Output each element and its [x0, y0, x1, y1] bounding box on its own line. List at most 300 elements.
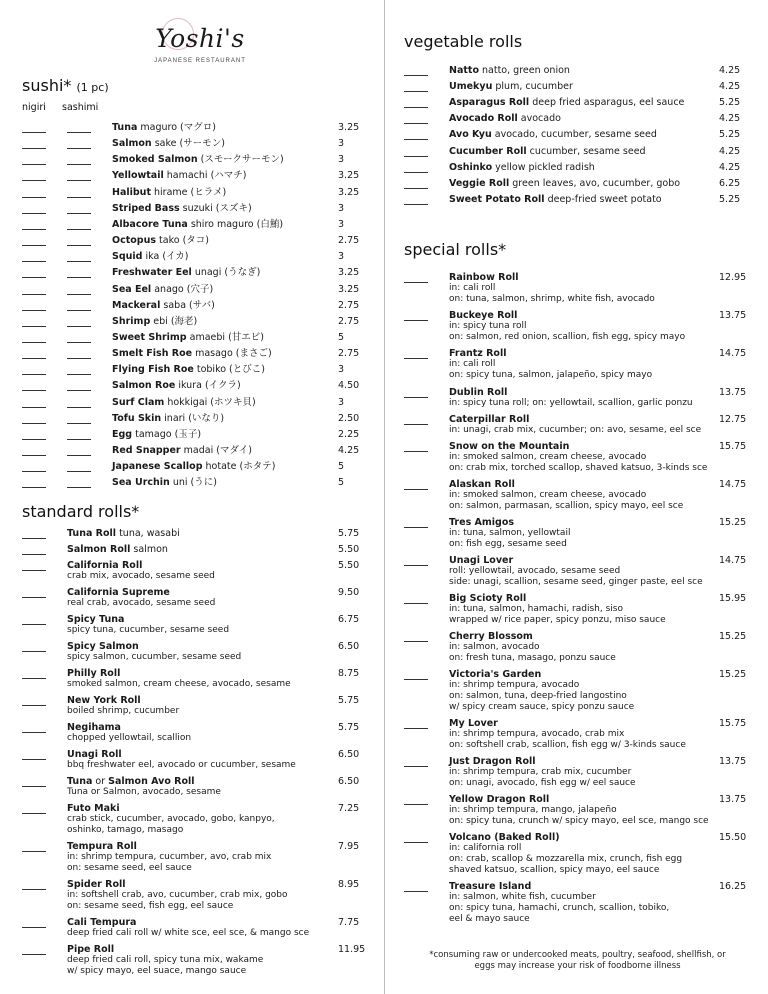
- order-blank: [22, 732, 46, 733]
- sushi-item: [112, 413, 224, 424]
- item-name: Octopus: [112, 235, 156, 247]
- item-detail-line: on: salmon, tuna, deep-fried langostino: [449, 691, 627, 701]
- item-price: 3.25: [338, 267, 360, 279]
- sashimi-order-blank: [67, 164, 91, 165]
- item-price: 5.50: [338, 560, 360, 571]
- sushi-item: [112, 154, 284, 165]
- item-name: Spider Roll: [67, 879, 126, 890]
- item-name: Sea Eel: [112, 283, 152, 295]
- order-blank: [404, 603, 428, 604]
- item-detail-line: in: smoked salmon, cream cheese, avocado: [449, 452, 647, 462]
- item-detail-line: in: shrimp tempura, crab mix, cucumber: [449, 767, 632, 777]
- order-blank: [22, 786, 46, 787]
- item-description: tuna, wasabi: [119, 528, 180, 539]
- item-header: [67, 544, 168, 555]
- order-blank: [404, 91, 428, 92]
- sushi-item: [112, 203, 252, 214]
- item-name: Flying Fish Roe: [112, 364, 194, 376]
- special-roll-item: [449, 479, 683, 512]
- item-header: [67, 749, 296, 760]
- sashimi-order-blank: [67, 407, 91, 408]
- item-detail-line: on: sesame seed, fish egg, eel sauce: [67, 901, 234, 911]
- item-name: Japanese Scallop: [112, 461, 203, 473]
- item-price: 15.25: [719, 631, 747, 642]
- item-name: Spicy Tuna: [67, 614, 125, 625]
- item-price: 6.50: [338, 749, 360, 760]
- item-name: Yellow Dragon Roll: [449, 794, 550, 805]
- sashimi-order-blank: [67, 439, 91, 440]
- item-name: Surf Clam: [112, 396, 165, 408]
- special-roll-item: [449, 348, 652, 381]
- item-price: 5: [338, 331, 345, 343]
- logo-name: Yoshi's: [155, 24, 245, 53]
- item-header: [67, 587, 215, 598]
- item-description: suzuki (スズキ): [182, 202, 252, 214]
- nigiri-order-blank: [22, 407, 46, 408]
- special-roll-item: [449, 756, 636, 789]
- sushi-item: [112, 316, 197, 327]
- vegetable-roll-item: [449, 146, 646, 157]
- item-description: saba (サバ): [163, 299, 215, 311]
- item-price: 2.50: [338, 412, 360, 424]
- special-roll-item: [449, 517, 570, 550]
- item-description: hotate (ホタテ): [205, 461, 276, 473]
- item-detail-line: side: unagi, scallion, sesame seed, ginger paste, eel sce: [449, 577, 703, 587]
- item-detail-line: in: smoked salmon, cream cheese, avocado: [449, 490, 647, 500]
- item-price: 6.75: [338, 614, 360, 625]
- order-blank: [22, 570, 46, 571]
- sashimi-order-blank: [67, 374, 91, 375]
- health-footnote: [410, 950, 745, 972]
- item-detail-line: oshinko, tamago, masago: [67, 825, 184, 835]
- item-name: Albacore Tuna: [112, 218, 188, 230]
- special-roll-item: [449, 881, 669, 925]
- order-blank: [22, 597, 46, 598]
- item-detail-line: Tuna or Salmon, avocado, sesame: [67, 787, 221, 797]
- order-blank: [22, 705, 46, 706]
- item-name: Alaskan Roll: [449, 479, 515, 490]
- order-blank: [404, 489, 428, 490]
- item-price: 2.25: [338, 428, 360, 440]
- item-detail-line: chopped yellowtail, scallion: [67, 733, 192, 743]
- sushi-item: [112, 138, 225, 149]
- order-blank: [404, 107, 428, 108]
- special-roll-item: [449, 414, 701, 436]
- item-detail-line: on: softshell crab, scallion, fish egg w/ 3-kinds sauce: [449, 740, 686, 750]
- special-roll-item: [449, 593, 666, 626]
- sushi-item: [112, 219, 283, 230]
- order-blank: [404, 804, 428, 805]
- item-detail-line: on: sesame seed, eel sauce: [67, 863, 192, 873]
- item-name: Salmon Roll: [67, 544, 131, 555]
- item-name: Treasure Island: [449, 881, 532, 892]
- order-blank: [404, 75, 428, 76]
- item-description: plum, cucumber: [495, 81, 573, 93]
- item-name: California Supreme: [67, 587, 170, 598]
- order-blank: [404, 320, 428, 321]
- item-name: Tuna Roll: [67, 528, 117, 539]
- item-name: Oshinko: [449, 161, 493, 173]
- item-price: 3: [338, 138, 345, 150]
- item-description: sake (サーモン): [154, 138, 225, 150]
- item-name: Tofu Skin: [112, 412, 162, 424]
- order-blank: [22, 678, 46, 679]
- item-price: 5.25: [719, 193, 741, 205]
- standard-rolls-heading: standard rolls*: [22, 502, 140, 521]
- nigiri-order-blank: [22, 471, 46, 472]
- sashimi-order-blank: [67, 342, 91, 343]
- item-price: 3: [338, 251, 345, 263]
- item-name: Negihama: [67, 722, 121, 733]
- sushi-item: [112, 187, 226, 198]
- nigiri-order-blank: [22, 374, 46, 375]
- item-name: Umekyu: [449, 81, 493, 93]
- item-name: Mackeral: [112, 299, 161, 311]
- special-roll-item: [449, 669, 634, 713]
- standard-roll-item: [67, 879, 288, 912]
- sashimi-order-blank: [67, 197, 91, 198]
- item-description: natto, green onion: [482, 65, 570, 76]
- sashimi-order-blank: [67, 213, 91, 214]
- item-price: 15.75: [719, 441, 747, 452]
- item-name: Halibut: [112, 186, 151, 198]
- sashimi-order-blank: [67, 455, 91, 456]
- item-price: 3: [338, 364, 345, 376]
- item-price: 4.25: [719, 161, 741, 173]
- item-name: Tuna: [112, 122, 138, 133]
- standard-roll-item: [67, 641, 241, 663]
- item-name: Unagi Roll: [67, 749, 122, 760]
- special-roll-item: [449, 631, 616, 664]
- item-price: 14.75: [719, 555, 747, 566]
- item-price: 3.25: [338, 122, 360, 133]
- sashimi-order-blank: [67, 294, 91, 295]
- item-name: Cali Tempura: [67, 917, 137, 928]
- footnote-line: *consuming raw or undercooked meats, poultry, seafood, shellfish, or: [429, 950, 726, 960]
- sashimi-order-blank: [67, 148, 91, 149]
- item-description: deep fried asparagus, eel sauce: [532, 97, 685, 109]
- item-header: [67, 879, 288, 890]
- item-detail-line: in: shrimp tempura, avocado, crab mix: [449, 729, 625, 739]
- order-blank: [404, 766, 428, 767]
- item-price: 4.25: [719, 65, 741, 76]
- sashimi-order-blank: [67, 180, 91, 181]
- item-price: 3.25: [338, 186, 360, 198]
- special-roll-item: [449, 441, 707, 474]
- sushi-item: [112, 170, 247, 181]
- item-description: ebi (海老): [153, 315, 198, 327]
- item-description: madai (マダイ): [183, 445, 252, 456]
- nigiri-order-blank: [22, 342, 46, 343]
- vegetable-roll-item: [449, 113, 561, 124]
- sushi-item: [112, 348, 272, 359]
- item-header: [67, 528, 180, 539]
- item-name: Tuna: [67, 776, 93, 787]
- item-detail-line: in: salmon, avocado: [449, 642, 540, 652]
- item-description: uni (うに): [172, 477, 217, 489]
- order-blank: [22, 759, 46, 760]
- item-price: 5.25: [719, 97, 741, 109]
- nigiri-column-label: nigiri: [22, 102, 46, 113]
- item-name: Big Scioty Roll: [449, 593, 527, 604]
- sashimi-order-blank: [67, 326, 91, 327]
- item-header: [67, 776, 221, 787]
- sashimi-order-blank: [67, 487, 91, 488]
- item-name: Snow on the Mountain: [449, 441, 570, 452]
- order-blank: [404, 891, 428, 892]
- item-header: [67, 614, 229, 625]
- item-detail-line: on: tuna, salmon, shrimp, white fish, avocado: [449, 294, 655, 304]
- item-description: unagi (うなぎ): [194, 267, 261, 279]
- vegetable-roll-item: [449, 194, 662, 205]
- item-description: anago (穴子): [154, 283, 214, 295]
- item-description: masago (まさご): [195, 348, 272, 360]
- standard-roll-item: [67, 614, 229, 636]
- sashimi-order-blank: [67, 471, 91, 472]
- order-blank: [404, 527, 428, 528]
- standard-roll-item: [67, 528, 180, 539]
- item-header: [67, 560, 215, 571]
- item-name: Spicy Salmon: [67, 641, 139, 652]
- item-header: [67, 722, 191, 733]
- item-price: 13.75: [719, 310, 747, 321]
- standard-roll-item: [67, 841, 271, 874]
- item-detail-line: in: shrimp tempura, mango, jalapeño: [449, 805, 617, 815]
- item-name: Cherry Blossom: [449, 631, 533, 642]
- order-blank: [404, 282, 428, 283]
- order-blank: [22, 651, 46, 652]
- item-description: (スモークサーモン): [200, 154, 284, 166]
- item-price: 2.75: [338, 348, 360, 360]
- order-blank: [22, 624, 46, 625]
- nigiri-order-blank: [22, 326, 46, 327]
- nigiri-order-blank: [22, 132, 46, 133]
- item-price: 14.75: [719, 479, 747, 490]
- order-blank: [404, 139, 428, 140]
- item-name: Avocado Roll: [449, 113, 518, 125]
- item-name: Caterpillar Roll: [449, 414, 530, 425]
- nigiri-order-blank: [22, 294, 46, 295]
- item-name: Salmon: [112, 138, 152, 150]
- special-roll-item: [449, 832, 682, 876]
- order-blank: [22, 813, 46, 814]
- item-header: [67, 917, 309, 928]
- item-detail-line: deep fried cali roll w/ white sce, eel sce, & mango sce: [67, 928, 310, 938]
- item-price: 2.75: [338, 315, 360, 327]
- item-detail-line: in: tuna, salmon, hamachi, radish, siso: [449, 604, 623, 614]
- item-detail-line: in: softshell crab, avo, cucumber, crab mix, gobo: [67, 890, 288, 900]
- sushi-heading-note: (1 pc): [76, 81, 109, 94]
- item-price: 4.25: [719, 145, 741, 157]
- item-price: 16.25: [719, 881, 747, 892]
- item-price: 7.25: [338, 803, 360, 814]
- standard-roll-item: [67, 544, 168, 555]
- sushi-heading-text: sushi*: [22, 76, 72, 95]
- item-detail-line: spicy salmon, cucumber, sesame seed: [67, 652, 242, 662]
- item-price: 2.75: [338, 299, 360, 311]
- sashimi-order-blank: [67, 261, 91, 262]
- restaurant-logo: [150, 18, 250, 70]
- item-description: tobiko (とびこ): [196, 364, 265, 376]
- item-detail-line: smoked salmon, cream cheese, avocado, sesame: [67, 679, 291, 689]
- sushi-item: [112, 300, 215, 311]
- item-header: [67, 841, 271, 852]
- standard-roll-item: [67, 803, 275, 836]
- sashimi-order-blank: [67, 229, 91, 230]
- order-blank: [22, 538, 46, 539]
- item-detail-line: on: crab, scallop & mozzarella mix, crunch, fish egg: [449, 854, 683, 864]
- standard-roll-item: [67, 776, 221, 798]
- sashimi-order-blank: [67, 277, 91, 278]
- logo-subtitle: JAPANESE RESTAURANT: [154, 58, 246, 64]
- nigiri-order-blank: [22, 358, 46, 359]
- item-price: 5.50: [338, 544, 360, 555]
- item-detail-line: on: salmon, parmasan, scallion, spicy mayo, eel sce: [449, 501, 684, 511]
- order-blank: [404, 728, 428, 729]
- item-price: 4.50: [338, 380, 360, 392]
- item-description: hirame (ヒラメ): [154, 186, 227, 198]
- item-price: 15.95: [719, 593, 747, 604]
- item-price: 11.95: [338, 944, 366, 955]
- nigiri-order-blank: [22, 455, 46, 456]
- item-detail-line: spicy tuna, cucumber, sesame seed: [67, 625, 230, 635]
- standard-roll-item: [67, 749, 296, 771]
- nigiri-order-blank: [22, 164, 46, 165]
- item-detail-line: deep fried cali roll, spicy tuna mix, wakame: [67, 955, 264, 965]
- order-blank: [404, 451, 428, 452]
- item-detail-line: in: shrimp tempura, avocado: [449, 680, 580, 690]
- item-name: Salmon Roe: [112, 380, 176, 392]
- item-price: 9.50: [338, 587, 360, 598]
- item-price: 3.25: [338, 283, 360, 295]
- sashimi-order-blank: [67, 132, 91, 133]
- item-description: ikura (イクラ): [178, 380, 241, 392]
- sushi-item: [112, 477, 217, 488]
- standard-roll-item: [67, 722, 191, 744]
- item-price: 15.75: [719, 718, 747, 729]
- standard-roll-item: [67, 668, 291, 690]
- sushi-item: [112, 397, 256, 408]
- sushi-item: [112, 332, 264, 343]
- item-description: maguro (マグロ): [140, 122, 216, 133]
- item-detail-line: in: spicy tuna roll: [449, 321, 527, 331]
- standard-roll-item: [67, 587, 215, 609]
- item-price: 4.25: [338, 445, 360, 456]
- sushi-item: [112, 364, 265, 375]
- nigiri-order-blank: [22, 229, 46, 230]
- item-price: 6.50: [338, 776, 360, 787]
- sushi-heading: [22, 76, 109, 95]
- vegetable-roll-item: [449, 178, 680, 189]
- item-name: Tres Amigos: [449, 517, 515, 528]
- order-blank: [22, 954, 46, 955]
- item-price: 13.75: [719, 794, 747, 805]
- nigiri-order-blank: [22, 148, 46, 149]
- item-name: Futo Maki: [67, 803, 120, 814]
- item-price: 4.25: [719, 81, 741, 93]
- item-header: [67, 944, 263, 955]
- item-name: New York Roll: [67, 695, 141, 706]
- vegetable-roll-item: [449, 65, 570, 76]
- item-name: Sweet Shrimp: [112, 331, 187, 343]
- nigiri-order-blank: [22, 390, 46, 391]
- item-price: 15.50: [719, 832, 747, 843]
- order-blank: [404, 842, 428, 843]
- item-name: Smelt Fish Roe: [112, 348, 193, 360]
- item-price: 3: [338, 154, 345, 166]
- sushi-item: [112, 445, 252, 456]
- item-description: amaebi (甘エビ): [189, 331, 264, 343]
- item-name: My Lover: [449, 718, 498, 729]
- item-detail-line: eel & mayo sauce: [449, 914, 530, 924]
- order-blank: [404, 424, 428, 425]
- item-name: Dublin Roll: [449, 387, 508, 398]
- item-price: 7.95: [338, 841, 360, 852]
- item-detail-line: w/ spicy mayo, eel suace, mango sauce: [67, 966, 247, 976]
- item-name: Yellowtail: [112, 170, 164, 182]
- order-blank: [404, 188, 428, 189]
- item-detail-line: crab stick, cucumber, avocado, gobo, kanpyo,: [67, 814, 275, 824]
- item-price: 8.75: [338, 668, 360, 679]
- item-name: Tempura Roll: [67, 841, 137, 852]
- item-price: 5: [338, 461, 345, 473]
- item-price: 4.25: [719, 113, 741, 125]
- item-detail-line: in: salmon, white fish, cucumber: [449, 892, 596, 902]
- item-name: Unagi Lover: [449, 555, 514, 566]
- nigiri-order-blank: [22, 487, 46, 488]
- vegetable-roll-item: [449, 81, 573, 92]
- sashimi-column-label: sashimi: [62, 102, 99, 113]
- nigiri-order-blank: [22, 261, 46, 262]
- sushi-item: [112, 251, 188, 262]
- nigiri-order-blank: [22, 245, 46, 246]
- item-detail-line: boiled shrimp, cucumber: [67, 706, 180, 716]
- vegetable-roll-item: [449, 97, 684, 108]
- item-price: 3: [338, 396, 345, 408]
- item-name: Striped Bass: [112, 202, 180, 214]
- item-name: Squid: [112, 251, 143, 263]
- item-price: 12.75: [719, 414, 747, 425]
- item-description: shiro maguro (白鮪): [190, 218, 284, 230]
- item-price: 15.25: [719, 517, 747, 528]
- item-description: hamachi (ハマチ): [166, 170, 247, 182]
- sashimi-order-blank: [67, 423, 91, 424]
- nigiri-order-blank: [22, 423, 46, 424]
- item-description: avocado: [520, 113, 561, 125]
- item-name: Just Dragon Roll: [449, 756, 536, 767]
- sushi-item: [112, 380, 241, 391]
- item-name: Volcano (Baked Roll): [449, 832, 560, 843]
- item-name: Cucumber Roll: [449, 145, 527, 157]
- order-blank: [404, 679, 428, 680]
- item-price: 2.75: [338, 235, 360, 247]
- order-blank: [404, 397, 428, 398]
- item-detail-line: on: unagi, avocado, fish egg w/ eel sauce: [449, 778, 636, 788]
- nigiri-order-blank: [22, 277, 46, 278]
- item-name: Philly Roll: [67, 668, 121, 679]
- order-blank: [404, 565, 428, 566]
- item-name: Avo Kyu: [449, 129, 492, 141]
- item-name: Victoria's Garden: [449, 669, 542, 680]
- item-price: 6.50: [338, 641, 360, 652]
- order-blank: [404, 172, 428, 173]
- item-price: 14.75: [719, 348, 747, 359]
- nigiri-order-blank: [22, 213, 46, 214]
- item-name: Egg: [112, 428, 133, 440]
- standard-roll-item: [67, 944, 263, 977]
- special-rolls-heading: special rolls*: [404, 240, 507, 259]
- item-description: ika (イカ): [145, 251, 189, 263]
